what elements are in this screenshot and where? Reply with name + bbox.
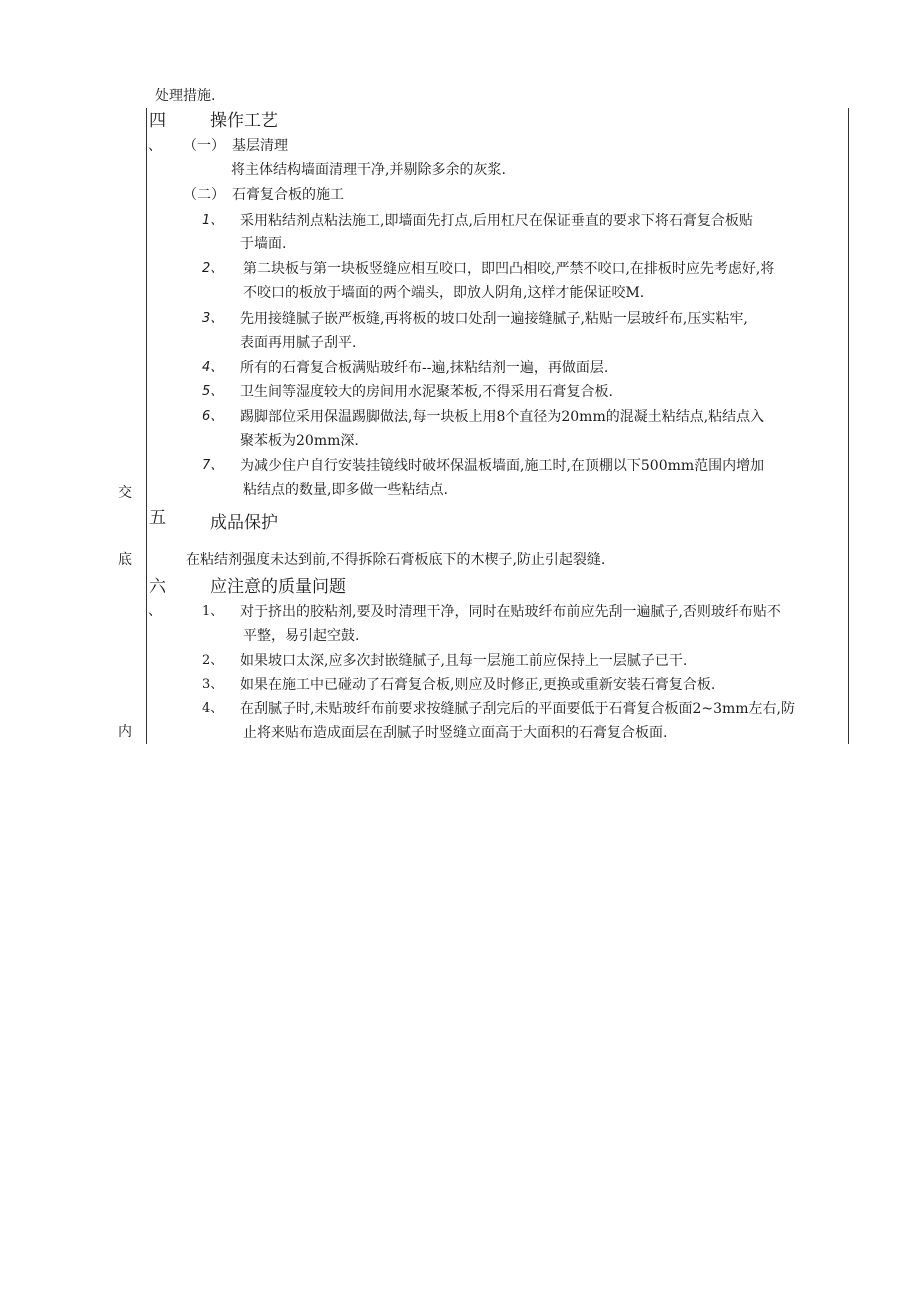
sec4-item7-line1: 为减少住户自行安装挂镜线时破坏保温板墙面,施工时,在顶棚以下500mm范围内增加 xyxy=(240,458,765,474)
side-label-3: 内 xyxy=(118,724,132,740)
sec4-item1-line1: 采用粘结剂点粘法施工,即墙面先打点,后用杠尺在保证垂直的要求下将石膏复合板贴 xyxy=(240,213,753,229)
sec4-item6-line2: 聚苯板为20mm深. xyxy=(240,433,359,449)
sec4-dunhao: 、 xyxy=(148,138,162,154)
sec6-dunhao: 、 xyxy=(148,603,162,619)
sec4-item1-line2: 于墙面. xyxy=(240,236,287,252)
sec4-number: 四 xyxy=(149,111,166,131)
sec4-item2-line1: 第二块板与第一块板竖缝应相互咬口，即凹凸相咬,严禁不咬口,在排板时应先考虑好,将 xyxy=(243,261,775,277)
sec6-item1-line1: 对于挤出的胶粘剂,要及时清理干净，同时在贴玻纤布前应先刮一遍腻子,否则玻纤布贴不 xyxy=(240,604,781,620)
sec4-item3-line2: 表面再用腻子刮平. xyxy=(240,335,357,351)
right-border-line xyxy=(848,108,849,744)
sec6-item3-number: 3、 xyxy=(202,677,224,692)
sec4-item6-number: 6、 xyxy=(202,409,224,424)
sec4-item3-number: 3、 xyxy=(202,311,224,326)
sec4-item1-number: 1、 xyxy=(202,213,224,228)
sec5-number: 五 xyxy=(149,508,166,528)
sec4-sub1-label: （一） xyxy=(183,138,225,154)
sec6-item1-number: 1、 xyxy=(202,604,224,619)
sec6-item2-line1: 如果坡口太深,应多次封嵌缝腻子,且每一层施工前应保持上一层腻子已干. xyxy=(240,653,688,669)
sec6-number: 六 xyxy=(149,577,166,597)
sec6-item2-number: 2、 xyxy=(202,653,224,668)
sec4-item6-line1: 踢脚部位采用保温踢脚做法,每一块板上用8个直径为20mm的混凝土粘结点,粘结点入 xyxy=(240,409,765,425)
sec4-item3-line1: 先用接缝腻子嵌严板缝,再将板的坡口处刮一遍接缝腻子,粘贴一层玻纤布,压实粘牢, xyxy=(240,311,748,327)
sec4-sub1-text: 将主体结构墙面清理干净,并剔除多余的灰浆. xyxy=(231,162,506,178)
sec6-item4-line1: 在刮腻子时,未贴玻纤布前要求按缝腻子刮完后的平面要低于石膏复合板面2~3mm左右,防 xyxy=(240,701,795,717)
sec4-item5-line1: 卫生间等湿度较大的房间用水泥聚苯板,不得采用石膏复合板. xyxy=(240,384,613,400)
sec4-title: 操作工艺 xyxy=(210,111,278,131)
sec6-item3-line1: 如果在施工中已碰动了石膏复合板,则应及时修正,更换或重新安装石膏复合板. xyxy=(240,677,716,693)
sec6-item4-line2: 止将来贴布造成面层在刮腻子时竖缝立面高于大面积的石膏复合板面. xyxy=(243,725,668,741)
sec4-sub2-label: （二） xyxy=(183,187,225,203)
sec5-title: 成品保护 xyxy=(210,513,278,533)
sec4-sub2-title: 石膏复合板的施工 xyxy=(232,187,344,203)
sec5-text: 在粘结剂强度未达到前,不得拆除石膏板底下的木楔子,防止引起裂缝. xyxy=(186,552,606,568)
sec4-item7-line2: 粘结点的数量,即多做一些粘结点. xyxy=(243,482,448,498)
side-label-2: 底 xyxy=(118,552,132,568)
sec4-sub1-title: 基层清理 xyxy=(232,138,288,154)
sec4-item2-number: 2、 xyxy=(202,261,224,276)
sec6-item1-line2: 平整，易引起空鼓. xyxy=(243,628,360,644)
sec6-item4-number: 4、 xyxy=(202,701,224,716)
sec4-item2-line2: 不咬口的板放于墙面的两个端头，即放人阴角,这样才能保证咬M. xyxy=(243,285,645,301)
sec4-item7-number: 7、 xyxy=(202,458,224,473)
top-line: 处理措施. xyxy=(155,88,216,104)
sec4-item4-number: 4、 xyxy=(202,360,224,375)
side-label-1: 交 xyxy=(118,485,132,501)
left-border-line xyxy=(146,108,147,744)
sec4-item5-number: 5、 xyxy=(202,384,224,399)
sec4-item4-line1: 所有的石膏复合板满贴玻纤布--遍,抹粘结剂一遍，再做面层. xyxy=(240,360,609,376)
sec6-title: 应注意的质量问题 xyxy=(210,577,346,597)
